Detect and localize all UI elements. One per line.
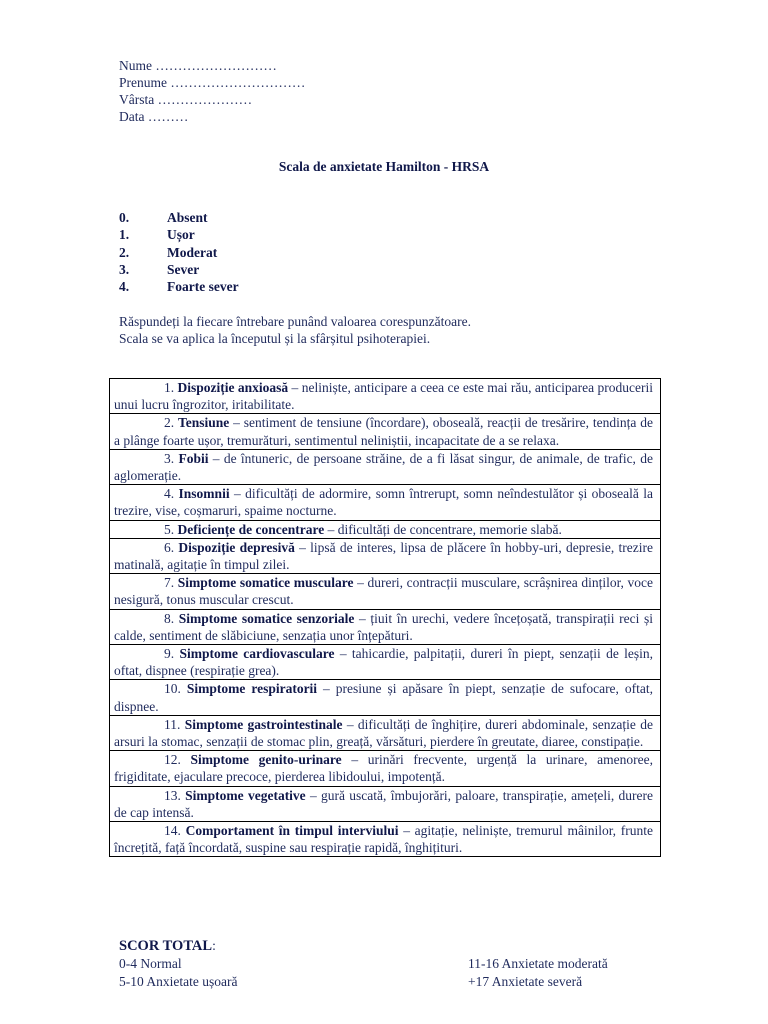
table-row [110, 786, 661, 821]
score-range-left: 5-10 Anxietate ușoară [119, 973, 238, 989]
item-number: 13. [164, 787, 181, 803]
item-description: – lipsă de interes, lipsa de plăcere în hobby-uri, depresie, trezire matinală, agitație în timpul zilei. [114, 539, 654, 573]
table-row [110, 680, 661, 715]
item-description: – dificultăți de înghițire, dureri abdominale, senzație de arsuri la stomac, senzații de stomac plin, greață, vărsături, pierdere în greutate, diaree, constipație. [114, 716, 653, 750]
item-number: 14. [164, 823, 181, 839]
scale-number: 1. [119, 227, 130, 243]
total-score-heading: SCOR TOTAL [119, 938, 213, 954]
item-name: Dispoziție depresivă [178, 539, 295, 555]
item-number: 2. [164, 415, 175, 431]
item-description: – urinări frecvente, urgență la urinare, amenoree, frigiditate, ejaculare precoce, pierderea libidoului, impotență. [114, 752, 653, 785]
table-row [110, 645, 661, 680]
scale-row [119, 261, 239, 278]
item-cell [110, 574, 661, 609]
item-cell [110, 822, 661, 857]
item-name: Simptome gastrointestinale [184, 716, 343, 732]
item-number: 7. [164, 575, 175, 591]
item-cell [110, 751, 661, 786]
instruction-line: Răspundeți la fiecare întrebare punând valoarea corespunzătoare. [119, 314, 471, 329]
table-row [110, 414, 661, 449]
total-score-heading-line [119, 937, 649, 955]
scale-number: 4. [119, 279, 130, 295]
item-description: – dureri, contracții musculare, scrâșnirea dinților, voce nesigură, tonus muscular crescut. [114, 575, 654, 608]
item-cell [110, 715, 661, 750]
table-row [110, 538, 661, 573]
age-field: Vârsta ………………… [119, 92, 253, 107]
score-range-row [119, 973, 649, 991]
scale-label: Moderat [167, 244, 218, 260]
item-name: Insomnii [178, 486, 230, 502]
item-cell [110, 520, 661, 538]
scale-row [119, 226, 239, 243]
item-description: – gură uscată, îmbujorări, paloare, transpirație, amețeli, durere de cap intensă. [114, 787, 654, 820]
item-description: – agitație, neliniște, tremurul mâinilor, frunte încrețită, față încordată, suspine sau respirație rapidă, înghițituri. [114, 823, 654, 856]
scale-row [119, 278, 239, 295]
surname-field: Prenume ………………………… [119, 75, 306, 90]
name-field: Nume ……………………… [119, 58, 277, 73]
rating-scale [119, 209, 239, 295]
item-number: 1. [164, 380, 175, 395]
item-name: Simptome respiratorii [186, 681, 318, 697]
table-row [110, 715, 661, 750]
score-range-right: +17 Anxietate severă [468, 973, 583, 989]
scale-label: Sever [167, 261, 200, 277]
item-name: Simptome somatice senzoriale [178, 610, 355, 626]
heading-colon: : [212, 938, 216, 953]
table-row [110, 751, 661, 786]
item-name: Tensiune [178, 415, 230, 431]
item-name: Simptome genito-urinare [190, 752, 342, 768]
item-number: 8. [164, 610, 175, 626]
item-description: – de întuneric, de persoane străine, de a fi lăsat singur, de animale, de trafic, de aglomerație. [114, 450, 653, 484]
item-name: Simptome cardiovasculare [179, 646, 335, 662]
item-number: 12. [164, 752, 181, 768]
item-number: 9. [164, 646, 175, 662]
score-range-right: 11-16 Anxietate moderată [468, 956, 608, 971]
item-name: Comportament în timpul interviului [185, 823, 399, 839]
scale-label: Foarte sever [167, 279, 239, 295]
table-row [110, 449, 661, 484]
scale-row [119, 209, 239, 226]
item-cell [110, 680, 661, 715]
item-description: – sentiment de tensiune (încordare), oboseală, reacții de tresărire, tendința de a plânge foarte ușor, tremurături, sentimentul neliniștii, incapacitate de a se relaxa. [114, 415, 654, 448]
scale-label: Absent [167, 210, 208, 225]
item-cell [110, 786, 661, 821]
item-name: Simptome vegetative [185, 787, 306, 803]
item-number: 3. [164, 450, 175, 466]
scale-row [119, 244, 239, 261]
date-field: Data ……… [119, 109, 189, 124]
table-row [110, 485, 661, 520]
instructions [119, 313, 471, 347]
total-score-section [119, 937, 649, 990]
table-row [110, 574, 661, 609]
table-row [110, 609, 661, 644]
document-title: Scala de anxietate Hamilton - HRSA [278, 159, 490, 174]
item-cell [110, 449, 661, 484]
item-name: Fobii [178, 450, 209, 466]
item-cell [110, 645, 661, 680]
item-cell [110, 609, 661, 644]
table-row [110, 379, 661, 414]
item-number: 10. [164, 681, 181, 697]
scale-number: 3. [119, 261, 130, 277]
item-cell [110, 379, 661, 414]
symptom-table [109, 378, 661, 857]
item-cell [110, 414, 661, 449]
item-description: – dificultăți de adormire, somn întrerupt, somn neîndestulător și oboseală la trezire, vise, coșmaruri, spaime nocturne. [114, 486, 654, 519]
item-description: – tahicardie, palpitații, dureri în piept, senzații de leșin, oftat, dispnee (respirație grea). [114, 646, 654, 679]
score-range-row [119, 955, 649, 973]
item-cell [110, 485, 661, 520]
item-number: 11. [164, 716, 181, 732]
scale-label: Ușor [167, 227, 195, 243]
table-row [110, 822, 661, 857]
item-number: 6. [164, 539, 175, 555]
instruction-line: Scala se va aplica la începutul și la sfârșitul psihoterapiei. [119, 331, 431, 346]
patient-fields [119, 57, 305, 125]
score-range-left: 0-4 Normal [119, 956, 182, 971]
item-number: 4. [164, 486, 175, 502]
scale-number: 0. [119, 210, 130, 225]
scale-number: 2. [119, 244, 130, 260]
item-description: – presiune și apăsare în piept, senzație de sufocare, oftat, dispnee. [114, 681, 654, 714]
item-name: Deficiențe de concentrare [177, 521, 325, 537]
table-row [110, 520, 661, 538]
item-description: – dificultăți de concentrare, memorie slabă. [324, 521, 562, 537]
item-name: Simptome somatice musculare [177, 575, 354, 591]
item-name: Dispoziție anxioasă [177, 380, 289, 395]
item-description: – țiuit în urechi, vedere încețoșată, transpirații reci și calde, sentiment de slăbiciune, senzația unor înțepături. [114, 610, 653, 643]
item-cell [110, 538, 661, 573]
item-number: 5. [164, 521, 175, 537]
item-description: – neliniște, anticipare a ceea ce este mai rău, anticiparea producerii unui lucru îngrozitor, iritabilitate. [114, 380, 653, 413]
